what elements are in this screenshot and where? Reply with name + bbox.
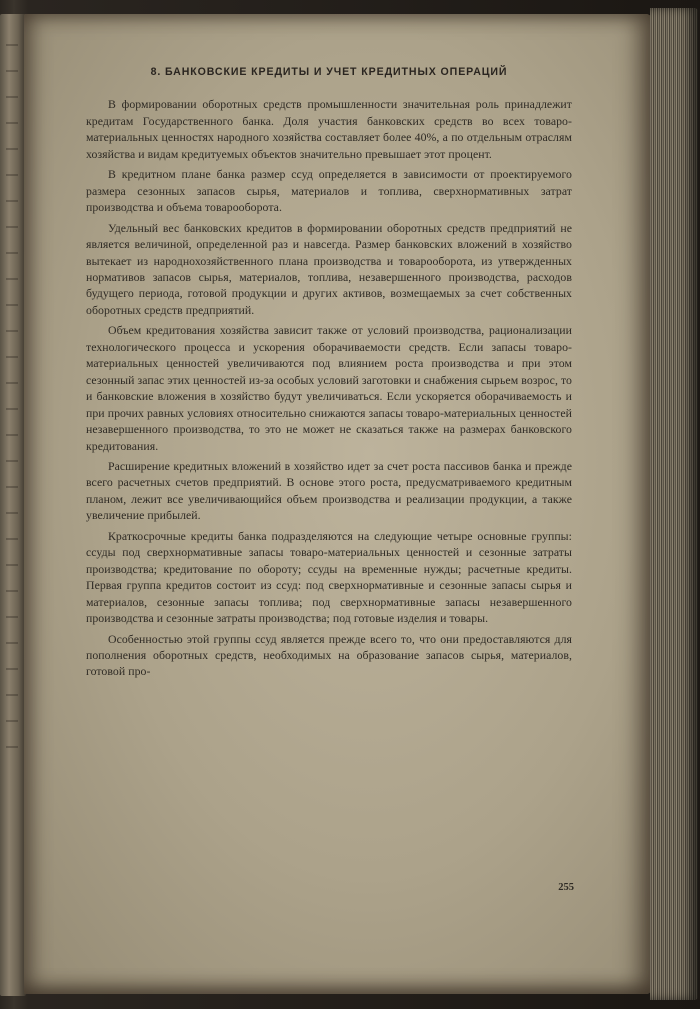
page-text: [86, 60, 572, 684]
section-heading: 8. БАНКОВСКИЕ КРЕДИТЫ И УЧЕТ КРЕДИТНЫХ ОПЕРАЦИЙ: [150, 66, 508, 78]
page-stack-edge: [650, 8, 698, 1000]
previous-page-edge: [0, 14, 26, 996]
paragraph-4: Объем кредитования хозяйства зависит также от условий производства, рационализации технологического процесса и ускорения оборачиваемости средств. Если запасы товаро-материальных ценностей увеличиваются под влиянием роста производства и при этом сезонный запас этих ценностей из-за особых условий заготовки и снабжения сырьем возрос, то и банковские вложения в хозяйство будут увеличиваться. Если ускоряется оборачиваемость и при прочих равных условиях относительно снижаются запасы товаро-материальных ценностей незавершенного производства, то это не может не сказаться также на размерах банковского кредитования.: [86, 323, 572, 453]
previous-page-text-marks: [6, 44, 18, 764]
page-number: 255: [558, 882, 574, 893]
paragraph-5: Расширение кредитных вложений в хозяйство идет за счет роста пассивов банка и прежде всего расчетных счетов предприятий. В основе этого роста, предусматриваемого кредитным планом, лежит все увеличивающийся объем производства и реализации продукции, а также увеличение прибылей.: [86, 458, 572, 523]
paragraph-1: В формировании оборотных средств промышленности значительная роль принадлежит кредитам Государственного банка. Доля участия банковских средств во всех товаро-материальных ценностях народного хозяйства составляет более 40%, а по отдельным отраслям хозяйства и видам кредитуемых объектов значительно превышает этот процент.: [86, 97, 572, 161]
paragraph-2: В кредитном плане банка размер ссуд определяется в зависимости от проектируемого размера сезонных запасов сырья, материалов и топлива, сверхнормативных затрат производства и объема товарооборота.: [86, 167, 572, 215]
paragraph-6: Краткосрочные кредиты банка подразделяются на следующие четыре основные группы: ссуды под сверхнормативные запасы товаро-материальных ценностей и сезонные затраты производства; кредитование по обороту; ссуды на временные нужды; расчетные кредиты. Первая группа кредитов состоит из ссуд: под сверхнормативные и сезонные запасы сырья и материалов, сезонные запасы топлива; под сверхнормативные запасы незавершенного производства и сезонные затраты производства; под готовые изделия и товары.: [86, 528, 572, 626]
paragraph-3: Удельный вес банковских кредитов в формировании оборотных средств предприятий не является величиной, определенной раз и навсегда. Размер банковских вложений в хозяйство вытекает из народнохозяйственного плана производства и товарооборота, из утвержденных нормативов запасов сырья, материалов, топлива, незавершенного производства, расходов будущего периода, готовой продукции и других активов, возмещаемых за счет собственных оборотных средств предприятий.: [86, 220, 572, 317]
paragraph-7: Особенностью этой группы ссуд является прежде всего то, что они предоставляются для пополнения оборотных средств, необходимых на образование запасов сырья, материалов, готовой про-: [86, 631, 572, 679]
